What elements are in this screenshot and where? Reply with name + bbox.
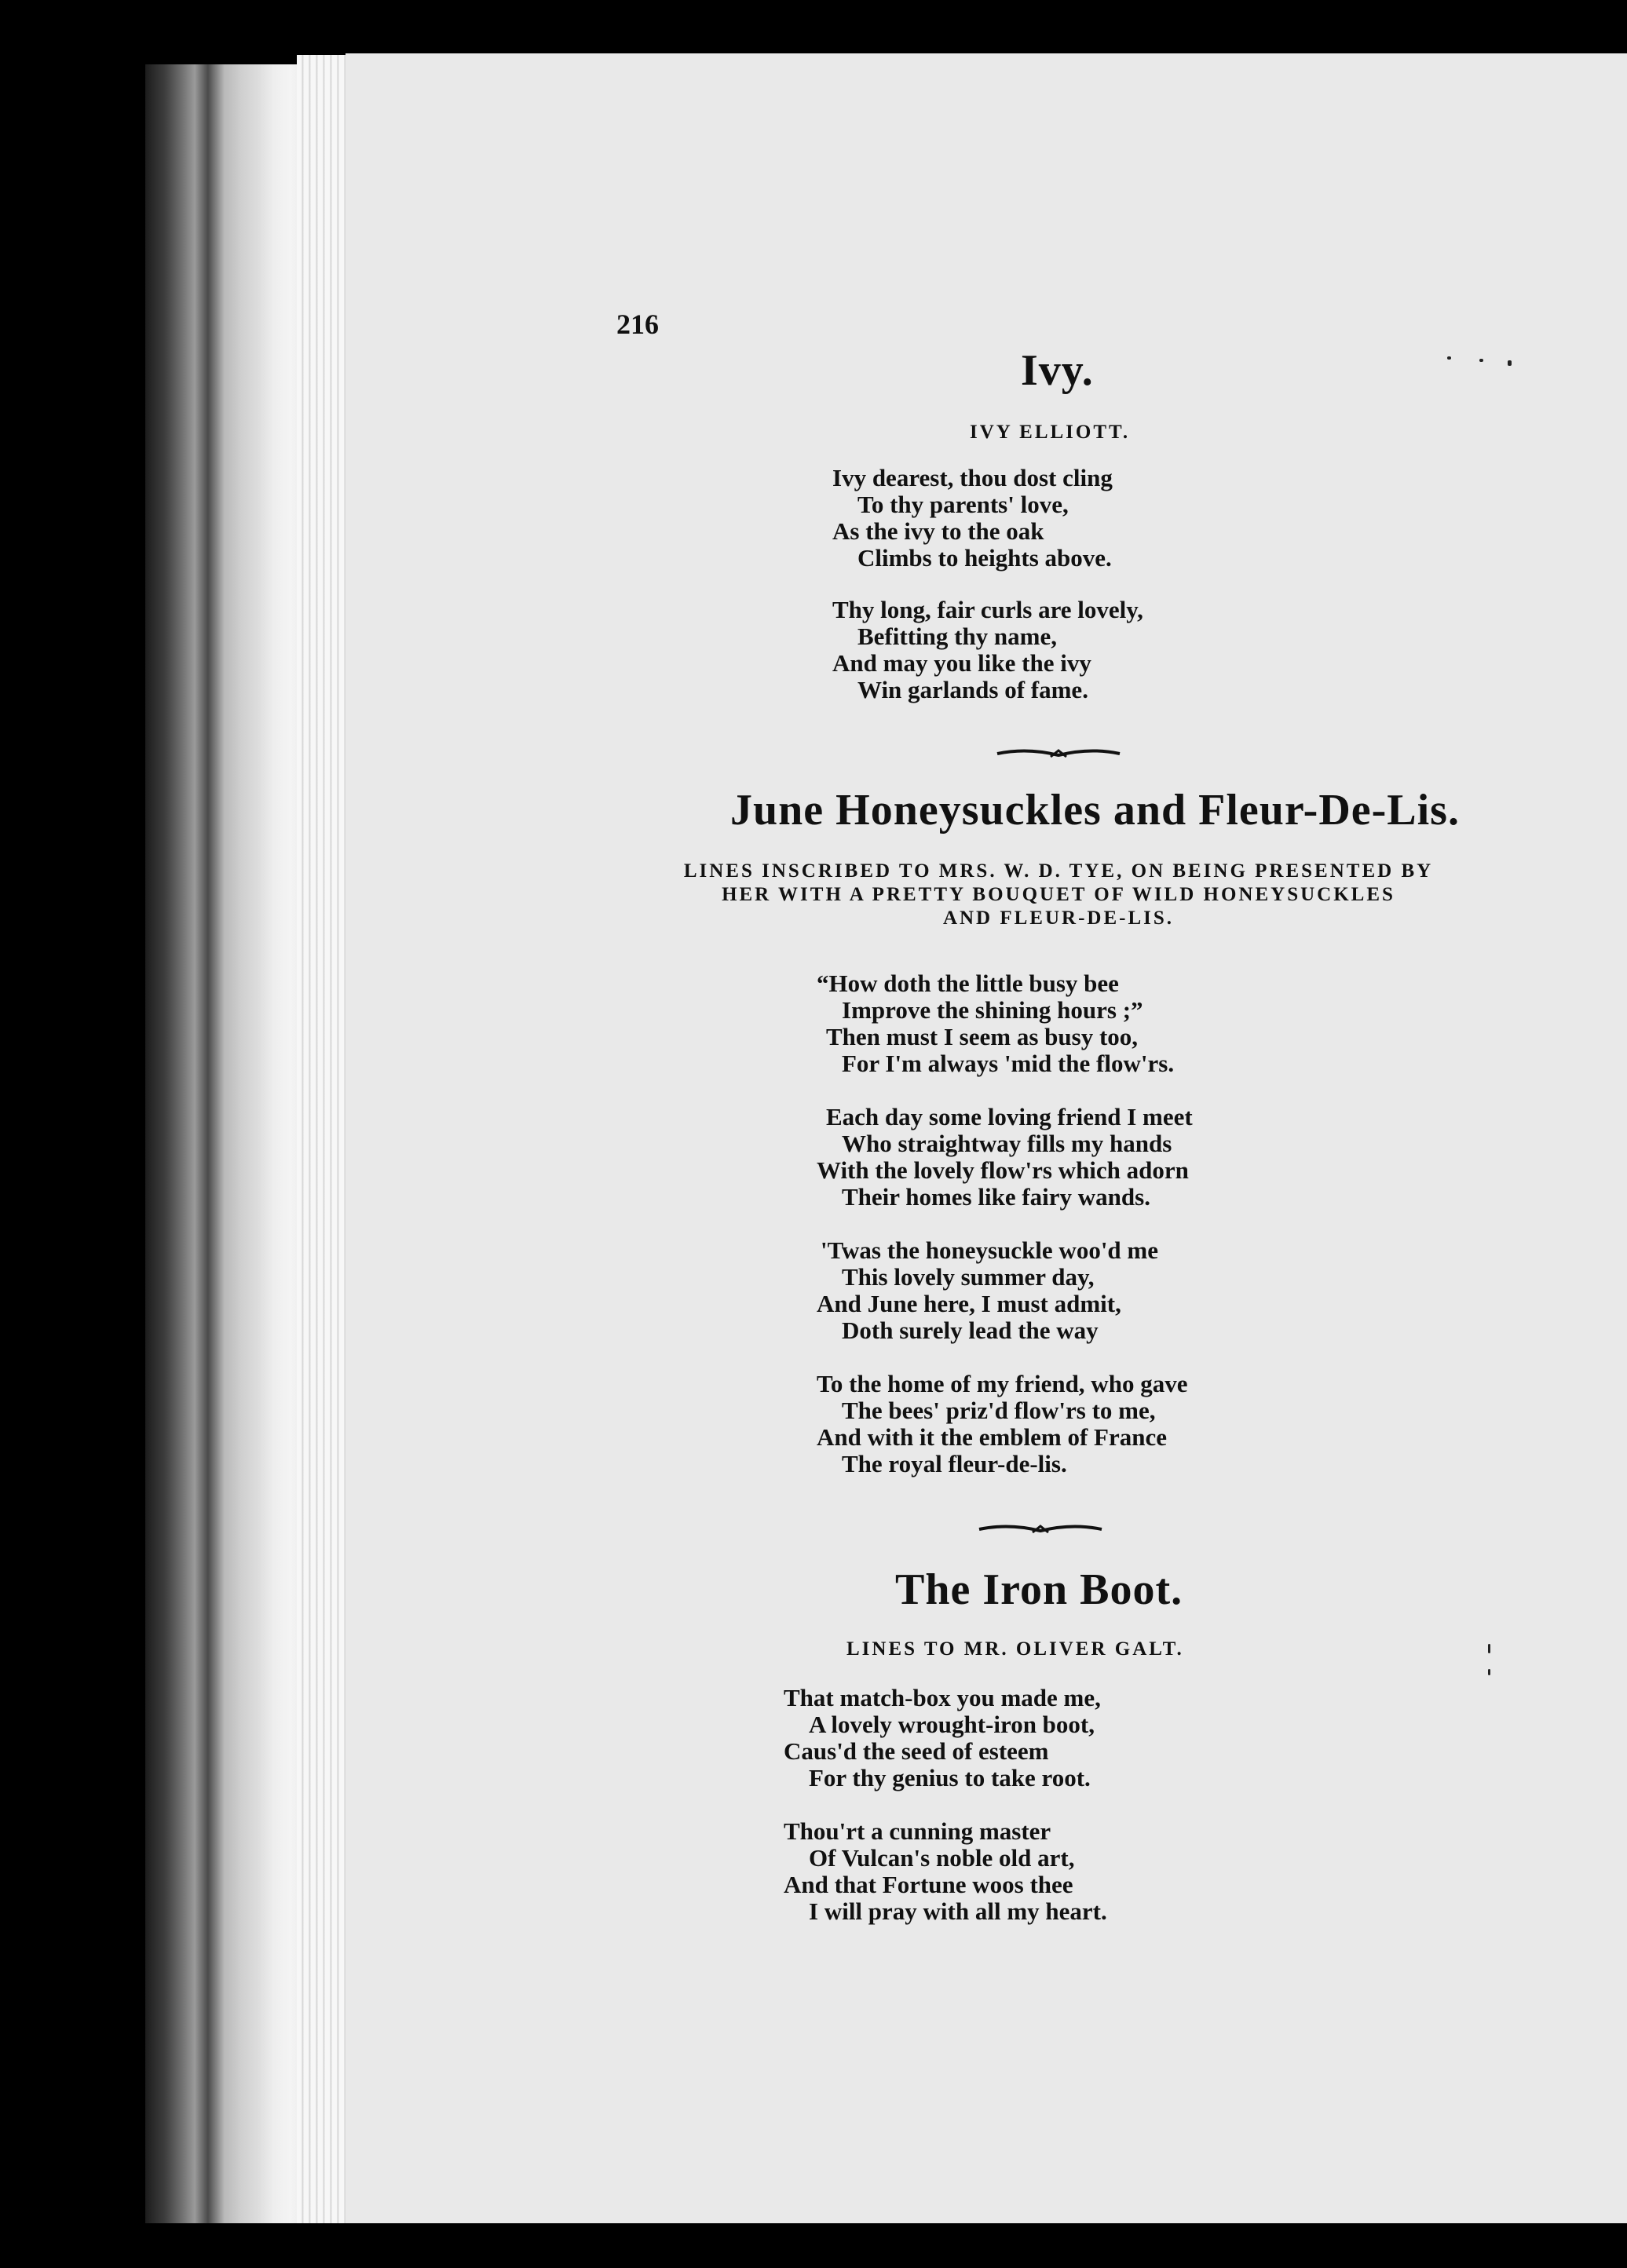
verse-line: Improve the shining hours ;” <box>842 996 1143 1024</box>
verse-line: Thy long, fair curls are lovely, <box>832 596 1143 623</box>
verse-line: That match-box you made me, <box>784 1684 1101 1711</box>
verse-line: To thy parents' love, <box>857 491 1069 518</box>
ink-speck <box>1479 359 1483 362</box>
verse-line: As the ivy to the oak <box>832 517 1044 545</box>
stanza <box>784 1685 1107 1791</box>
verse-line: Win garlands of fame. <box>857 676 1088 703</box>
verse-line: And with it the emblem of France <box>817 1423 1167 1451</box>
verse-line: Ivy dearest, thou dost cling <box>832 464 1113 491</box>
verse-line: For thy genius to take root. <box>809 1764 1091 1791</box>
poem-subtitle-iron-boot: LINES TO MR. OLIVER GALT. <box>846 1638 1184 1660</box>
page-number: 216 <box>616 309 659 340</box>
verse-line: Then must I seem as busy too, <box>826 1023 1139 1050</box>
ink-speck <box>1488 1669 1490 1675</box>
poem-subtitle-ivy: IVY ELLIOTT. <box>970 422 1131 443</box>
verse-line: And June here, I must admit, <box>817 1290 1121 1317</box>
stanza <box>817 1104 1193 1211</box>
verse-line: The royal fleur-de-lis. <box>842 1450 1067 1477</box>
verse-line: Caus'd the seed of esteem <box>784 1737 1049 1765</box>
verse-line: I will pray with all my heart. <box>809 1897 1107 1925</box>
ink-speck <box>1488 1644 1490 1653</box>
verse-line: And that Fortune woos thee <box>784 1871 1073 1898</box>
ornament-divider <box>978 1521 1103 1537</box>
ink-speck <box>1508 360 1512 366</box>
poem-body-june <box>817 970 1193 1504</box>
stanza <box>817 1371 1193 1477</box>
poem-body-ivy <box>832 465 1143 730</box>
verse-line: Each day some loving friend I meet <box>826 1103 1193 1130</box>
verse-line: Doth surely lead the way <box>842 1317 1099 1344</box>
verse-line: To the home of my friend, who gave <box>817 1370 1188 1397</box>
poem-body-iron-boot <box>784 1685 1107 1952</box>
verse-line: Befitting thy name, <box>857 623 1058 650</box>
stanza <box>832 597 1143 703</box>
ink-speck <box>1447 356 1451 360</box>
verse-line: With the lovely flow'rs which adorn <box>817 1156 1189 1184</box>
poem-title-ivy: Ivy. <box>1021 346 1094 395</box>
verse-line: For I'm always 'mid the flow'rs. <box>842 1050 1175 1077</box>
stanza <box>817 1237 1193 1344</box>
book-spine <box>145 64 310 2223</box>
stanza <box>832 465 1143 572</box>
poem-title-june: June Honeysuckles and Fleur-De-Lis. <box>730 786 1460 835</box>
verse-line: This lovely summer day, <box>842 1263 1095 1291</box>
dedication-line: HER WITH A PRETTY BOUQUET OF WILD HONEYSUCKLES <box>722 884 1395 905</box>
verse-line: Of Vulcan's noble old art, <box>809 1844 1075 1872</box>
verse-line: Climbs to heights above. <box>857 544 1112 572</box>
verse-line: Their homes like fairy wands. <box>842 1183 1150 1211</box>
poem-title-iron-boot: The Iron Boot. <box>895 1565 1183 1614</box>
verse-line: Thou'rt a cunning master <box>784 1817 1051 1845</box>
verse-line: “How doth the little busy bee <box>817 970 1119 997</box>
verse-line: Who straightway fills my hands <box>842 1130 1172 1157</box>
verse-line: 'Twas the honeysuckle woo'd me <box>821 1236 1159 1264</box>
stanza <box>784 1818 1107 1925</box>
verse-line: A lovely wrought-iron boot, <box>809 1711 1095 1738</box>
verse-line: And may you like the ivy <box>832 649 1091 677</box>
dedication-line: LINES INSCRIBED TO MRS. W. D. TYE, ON BEING PRESENTED BY <box>683 860 1434 882</box>
ornament-divider <box>996 746 1121 761</box>
stanza <box>817 970 1193 1077</box>
dedication-line: AND FLEUR-DE-LIS. <box>942 908 1175 929</box>
verse-line: The bees' priz'd flow'rs to me, <box>842 1397 1156 1424</box>
poem-dedication <box>615 860 1502 930</box>
